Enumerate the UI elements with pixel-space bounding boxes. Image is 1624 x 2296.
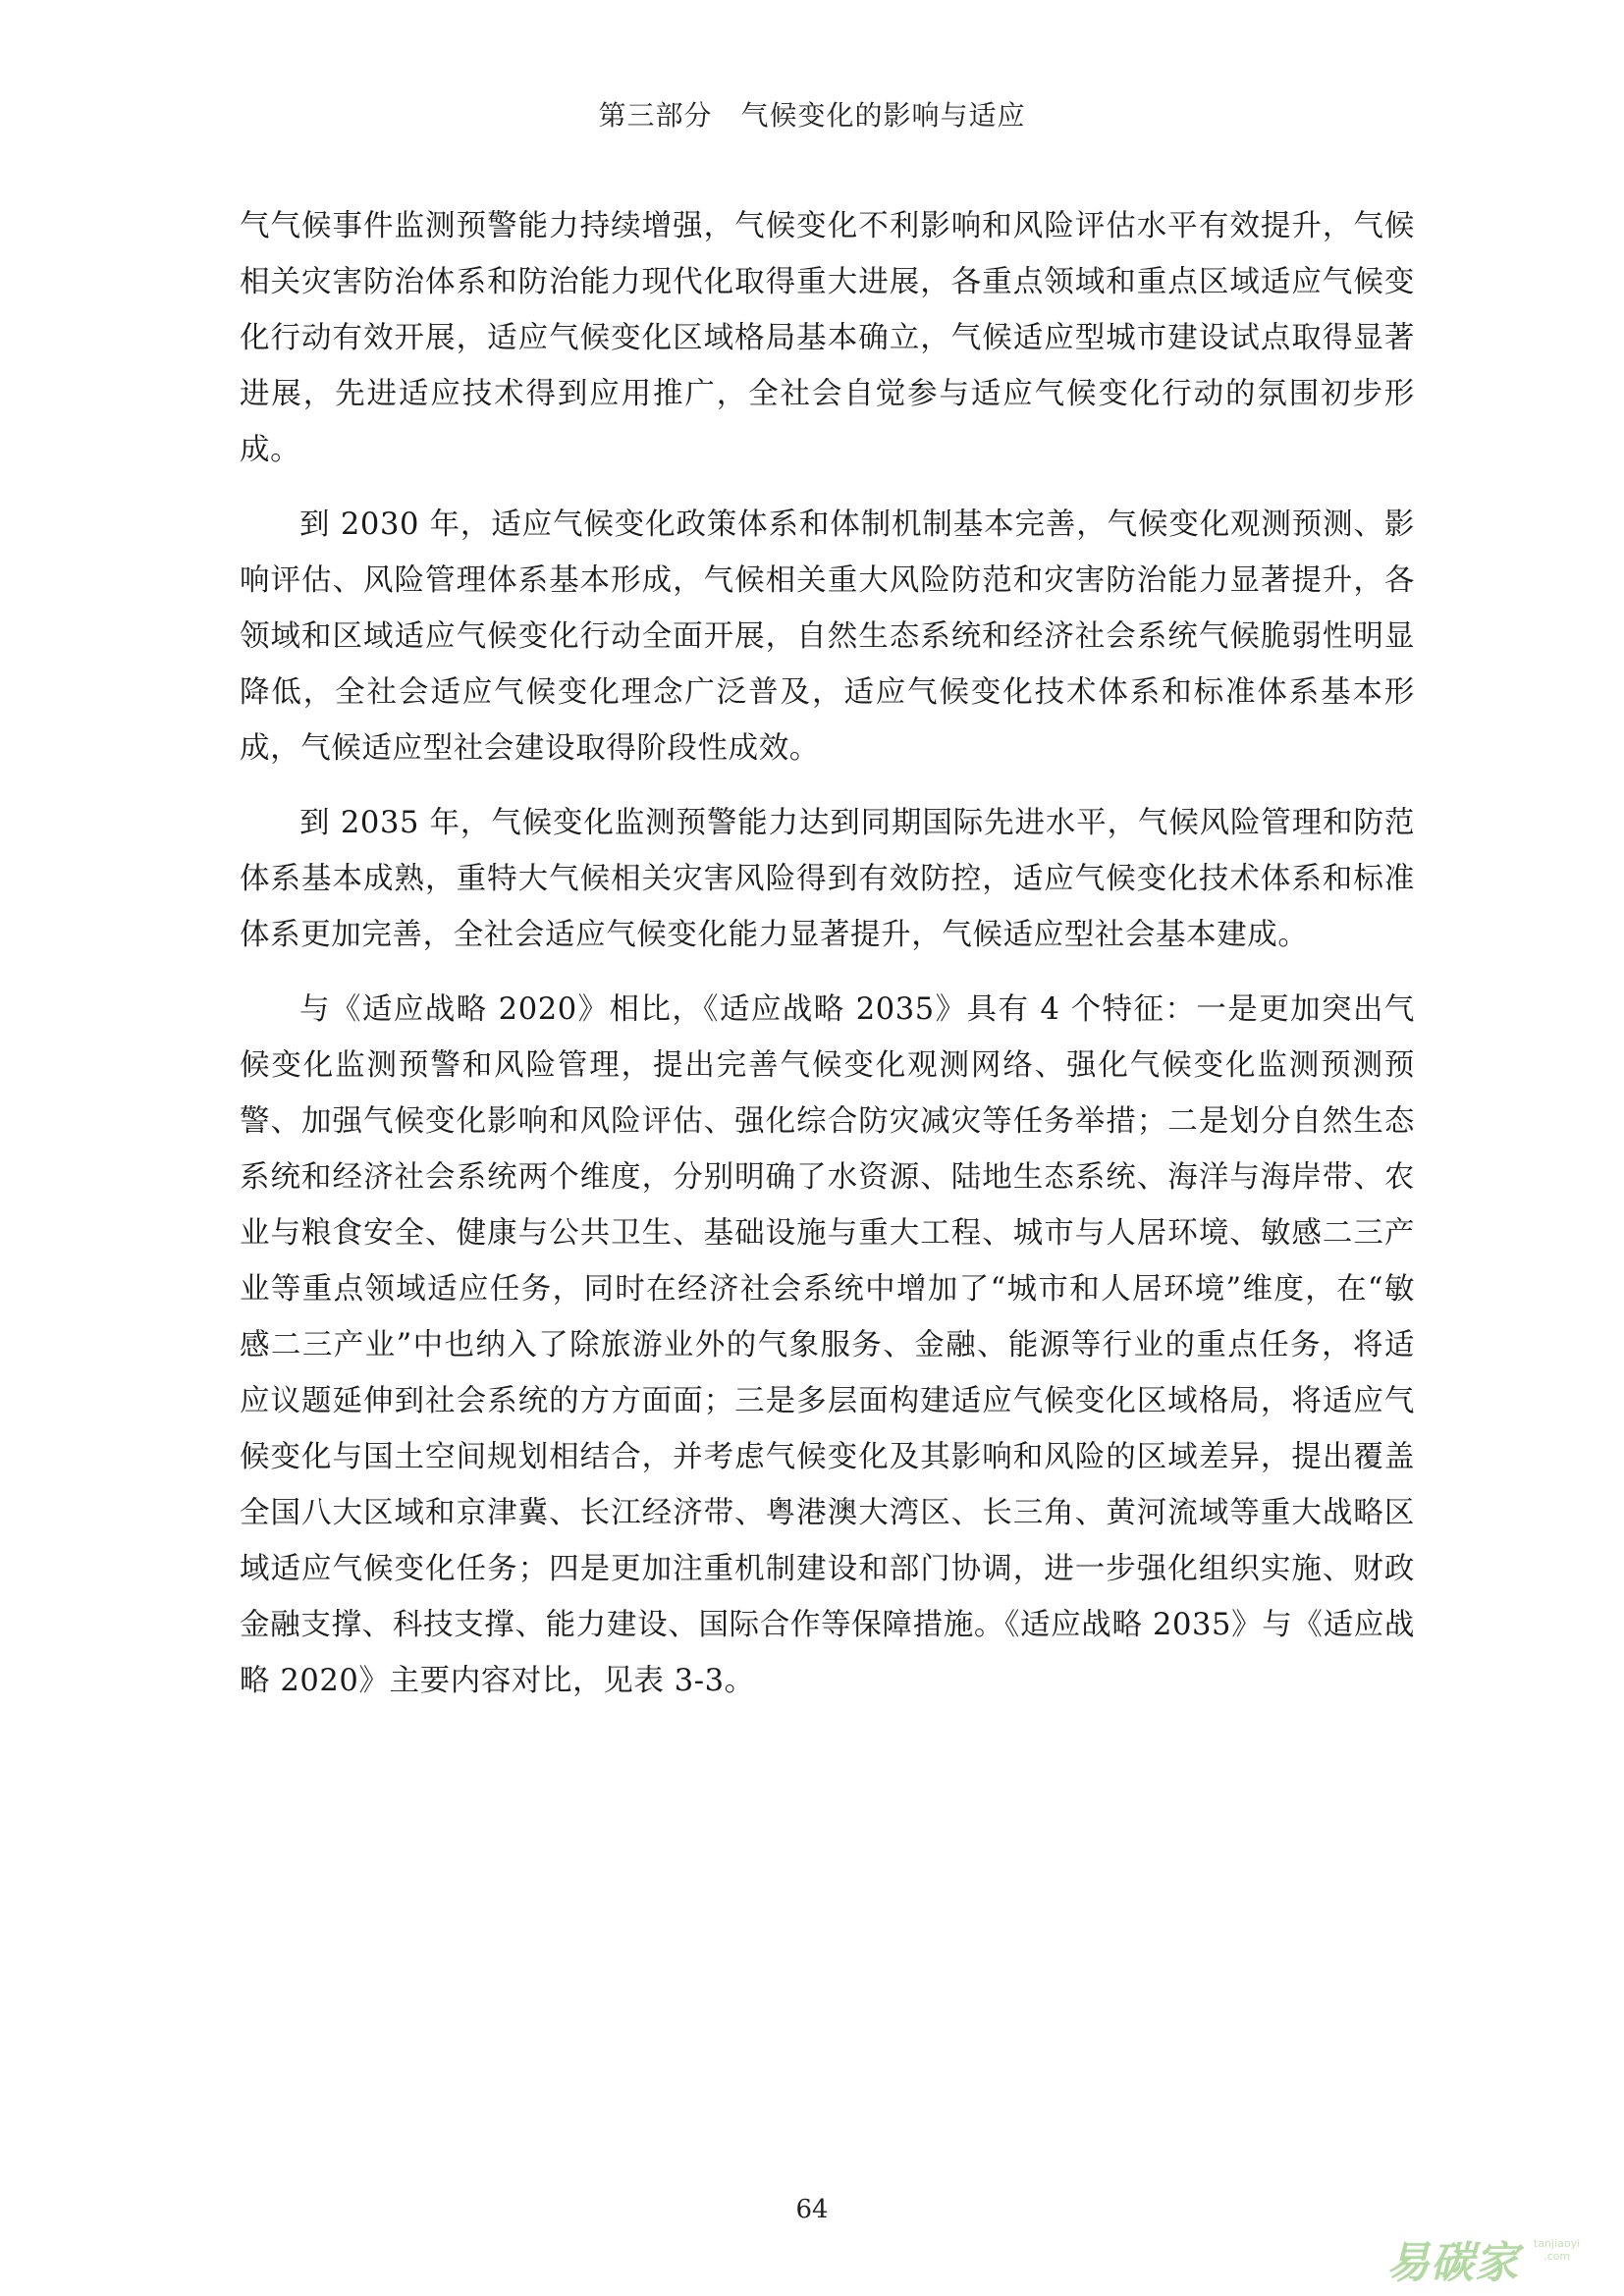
paragraph-3: 到 2035 年，气候变化监测预警能力达到同期国际先进水平，气候风险管理和防范体系基本成熟，重特大气候相关灾害风险得到有效防控，适应气候变化技术体系和标准体系更加完善，全社会适应气候变化能力显著提升，气候适应型社会基本建成。 [240,806,1415,952]
watermark-domain [1534,2237,1580,2263]
watermark-logo [1386,2223,1602,2286]
paragraph-4: 与《适应战略 2020》相比，《适应战略 2035》具有 4 个特征：一是更加突出气候变化监测预警和风险管理，提出完善气候变化观测网络、强化气候变化监测预测预警、加强气候变化影响和风险评估、强化综合防灾减灾等任务举措；二是划分自然生态系统和经济社会系统两个维度，分别明确了水资源、陆地生态系统、海洋与海岸带、农业与粮食安全、健康与公共卫生、基础设施与重大工程、城市与人居环境、敏感二三产业等重点领域适应任务，同时在经济社会系统中增加了“城市和人居环境”维度，在“敏感二三产业”中也纳入了除旅游业外的气象服务、金融、能源等行业的重点任务，将适应议题延伸到社会系统的方方面面；三是多层面构建适应气候变化区域格局，将适应气候变化与国土空间规划相结合，并考虑气候变化及其影响和风险的区域差异，提出覆盖全国八大区域和京津冀、长江经济带、粤港澳大湾区、长三角、黄河流域等重大战略区域适应气候变化任务；四是更加注重机制建设和部门协调，进一步强化组织实施、财政金融支撑、科技支撑、能力建设、国际合作等保障措施。《适应战略 2035》与《适应战略 2020》主要内容对比，见表 3-3。 [240,992,1415,1698]
running-header: 第三部分 气候变化的影响与适应 [598,99,1026,132]
paragraph-1: 气气候事件监测预警能力持续增强，气候变化不利影响和风险评估水平有效提升，气候相关灾害防治体系和防治能力现代化取得重大进展，各重点领域和重点区域适应气候变化行动有效开展，适应气候变化区域格局基本确立，气候适应型城市建设试点取得显著进展，先进适应技术得到应用推广，全社会自觉参与适应气候变化行动的氛围初步形成。 [240,209,1415,467]
body-text [240,198,1415,1709]
watermark-brand: 易碳家 [1386,2238,1519,2288]
page-number: 64 [795,2195,829,2224]
watermark-domain-line2: .com [1543,2250,1571,2263]
watermark-domain-line1: tanjiaoyi [1534,2237,1581,2250]
paragraph-2: 到 2030 年，适应气候变化政策体系和体制机制基本完善，气候变化观测预测、影响评估、风险管理体系基本形成，气候相关重大风险防范和灾害防治能力显著提升，各领域和区域适应气候变化行动全面开展，自然生态系统和经济社会系统气候脆弱性明显降低，全社会适应气候变化理念广泛普及，适应气候变化技术体系和标准体系基本形成，气候适应型社会建设取得阶段性成效。 [240,507,1415,766]
